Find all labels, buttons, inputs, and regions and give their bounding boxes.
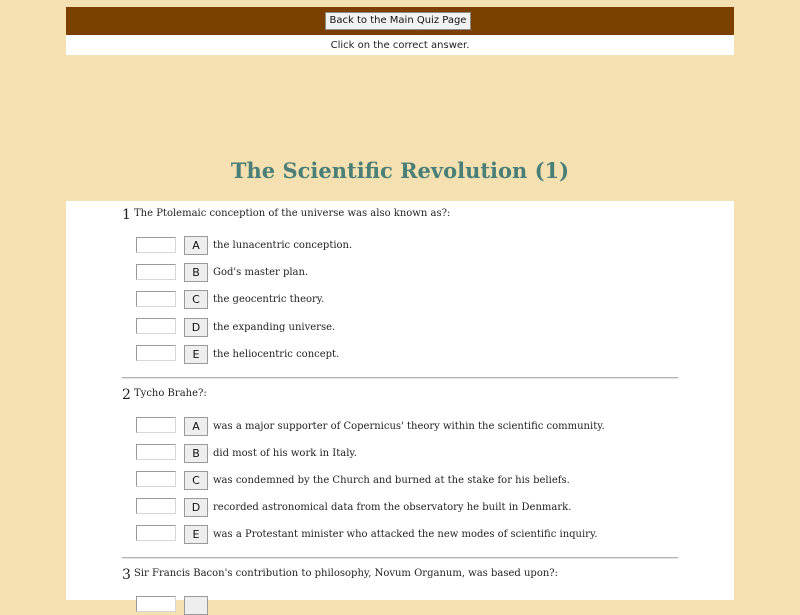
answer-button-a[interactable]: A	[184, 236, 208, 255]
question-text: The Ptolemaic conception of the universe was also known as?:	[134, 208, 451, 219]
answer-button-c[interactable]: C	[184, 471, 208, 490]
answer-button-c[interactable]: C	[184, 290, 208, 309]
question-number: 1	[122, 207, 131, 223]
question-number: 3	[122, 567, 131, 583]
answer-text: the geocentric theory.	[213, 294, 325, 305]
question-divider	[122, 377, 678, 379]
answer-button-b[interactable]: B	[184, 263, 208, 282]
answer-feedback-box	[136, 417, 176, 433]
answer-text: recorded astronomical data from the observatory he built in Denmark.	[213, 502, 572, 513]
answer-text: the heliocentric concept.	[213, 349, 340, 360]
answer-button-d[interactable]: D	[184, 498, 208, 517]
question-divider	[122, 557, 678, 559]
answer-feedback-box	[136, 345, 176, 361]
answer-feedback-box	[136, 471, 176, 487]
answer-button-e[interactable]: E	[184, 525, 208, 544]
answer-button-b[interactable]: B	[184, 444, 208, 463]
answer-button-partial[interactable]	[184, 596, 208, 615]
answer-text: God's master plan.	[213, 267, 309, 278]
answer-text: was a Protestant minister who attacked the new modes of scientific inquiry.	[213, 529, 598, 540]
answer-text: did most of his work in Italy.	[213, 448, 357, 459]
answer-feedback-box	[136, 318, 176, 334]
answer-feedback-box	[136, 237, 176, 253]
answer-feedback-box	[136, 596, 176, 612]
answer-button-e[interactable]: E	[184, 345, 208, 364]
page-title: The Scientific Revolution (1)	[230, 158, 570, 183]
answer-text: was a major supporter of Copernicus' theory within the scientific community.	[213, 421, 605, 432]
instruction-text: Click on the correct answer.	[330, 40, 470, 51]
question-text: Tycho Brahe?:	[134, 388, 207, 399]
answer-text: the expanding universe.	[213, 322, 336, 333]
answer-button-d[interactable]: D	[184, 318, 208, 337]
answer-text: the lunacentric conception.	[213, 240, 353, 251]
answer-feedback-box	[136, 525, 176, 541]
instruction-strip	[66, 35, 734, 55]
answer-feedback-box	[136, 264, 176, 280]
back-to-main-quiz-button[interactable]: Back to the Main Quiz Page	[325, 12, 471, 30]
answer-feedback-box	[136, 291, 176, 307]
quiz-panel	[66, 201, 734, 600]
answer-button-a[interactable]: A	[184, 417, 208, 436]
answer-feedback-box	[136, 444, 176, 460]
answer-text: was condemned by the Church and burned at the stake for his beliefs.	[213, 475, 570, 486]
top-navigation-bar	[66, 7, 734, 35]
question-number: 2	[122, 387, 131, 403]
question-text: Sir Francis Bacon's contribution to philosophy, Novum Organum, was based upon?:	[134, 568, 559, 579]
answer-feedback-box	[136, 498, 176, 514]
